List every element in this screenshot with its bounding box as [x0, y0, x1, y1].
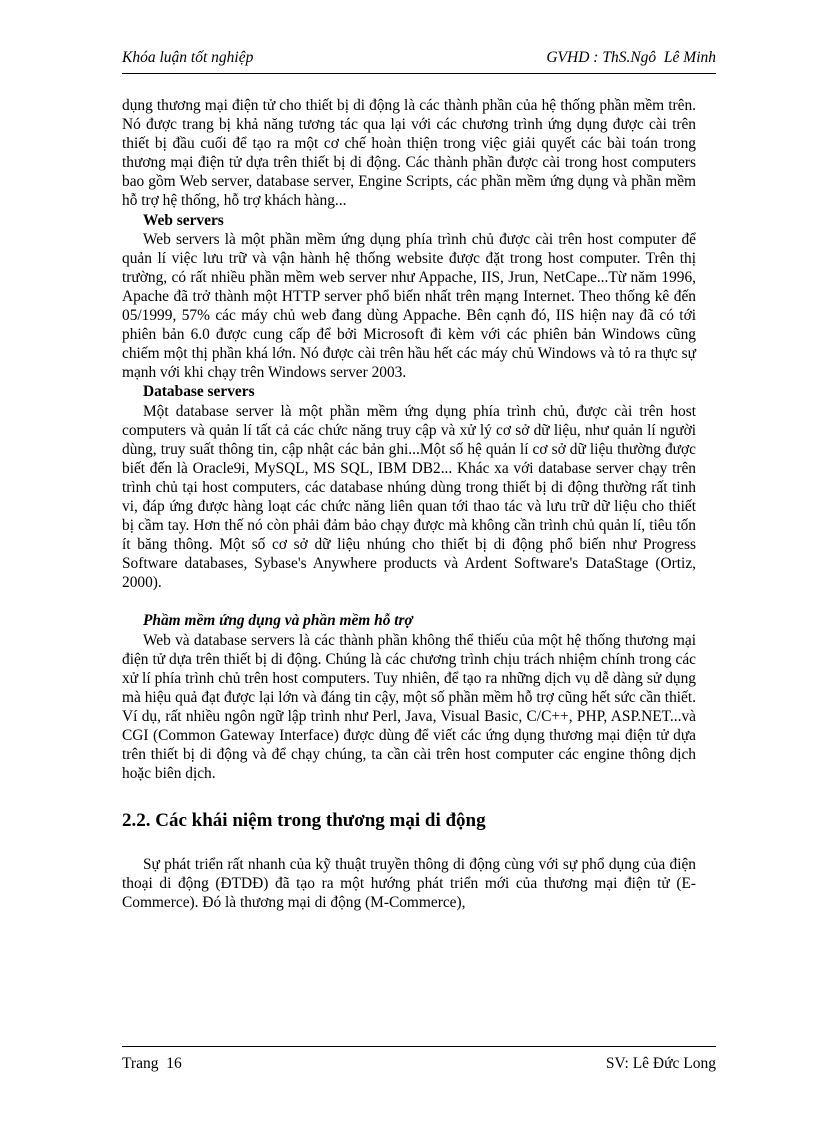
section-title: 2.2. Các khái niệm trong thương mại di động: [122, 810, 486, 832]
footer-divider: [122, 1046, 716, 1047]
header-thesis-title: Khóa luận tốt nghiệp: [122, 49, 254, 66]
web-servers-heading: Web servers: [143, 211, 224, 229]
software-paragraph: Web và database servers là các thành phần không thể thiếu của một hệ thống thương mại điện tử dựa trên thiết bị di động. Chúng là các chương trình chịu trách nhiệm chính trong các xử lí phía trình chủ trên host computers. Tuy nhiên, để tạo ra những dịch vụ dễ dàng sử dụng mà hiệu quả đạt được lại lớn và đáng tin cậy, một số phần mềm hỗ trợ cũng hết sức cần thiết. Ví dụ, rất nhiều ngôn ngữ lập trình như Perl, Java, Visual Basic, C/C++, PHP, ASP.NET...và CGI (Common Gateway Interface) được dùng để viết các ứng dụng thương mại điện tử dựa trên thiết bị di động và để chạy chúng, ta cần cài trên host computer các engine thông dịch hoặc biên dịch.: [122, 631, 696, 783]
document-body: [122, 96, 696, 913]
database-servers-heading: Database servers: [143, 383, 255, 401]
database-servers-paragraph: Một database server là một phần mềm ứng dụng phía trình chủ, được cài trên host computers và quản lí tất cả các chức năng truy cập và xử lý cơ sở dữ liệu, như quản lí người dùng, truy suất thông tin, cập nhật các bản ghi...Một số hệ quản lí cơ sở dữ liệu thường được biết đến là Oracle9i, MySQL, MS SQL, IBM DB2... Khác xa với database server chạy trên trình chủ tại host computers, các database nhúng dùng trong thiết bị di động thường rất tinh vi, đáp ứng được hàng loạt các chức năng liên quan tới thao tác và lưu trữ dữ liệu cho thiết bị cầm tay. Hơn thế nó còn phải đảm bảo chạy được mà không cần trình chủ quản lí, tiêu tốn ít băng thông. Một số cơ sở dữ liệu nhúng cho thiết bị di động phổ biến như Progress Software databases, Sybase's Anywhere products và Ardent Software's DataStage (Ortiz, 2000).: [122, 402, 696, 592]
mcommerce-paragraph: Sự phát triển rất nhanh của kỹ thuật truyền thông di động cùng với sự phổ dụng của điện thoại di động (ĐTDĐ) đã tạo ra một hướng phát triển mới của thương mại điện tử (E-Commerce). Đó là thương mại di động (M-Commerce),: [122, 856, 696, 912]
header-divider: [122, 73, 716, 74]
web-servers-paragraph: Web servers là một phần mềm ứng dụng phía trình chủ được cài trên host computer để quản lí việc lưu trữ và vận hành hệ thống website được đặt trong host computer. Trên thị trường, có rất nhiều phần mềm web server như Appache, IIS, Jrun, NetCape...Từ năm 1996, Apache đã trở thành một HTTP server phổ biến nhất trên mạng Internet. Theo thống kê đến 05/1999, 57% các máy chủ web đang dùng Appache. Bên cạnh đó, IIS hiện nay đã có tới phiên bản 6.0 được cung cấp để bởi Microsoft đi kèm với các phiên bản Windows cũng chiếm một thị phần khá lớn. Nó được cài trên hầu hết các máy chủ Windows và tỏ ra thực sự mạnh với khi chạy trên Windows server 2003.: [122, 230, 696, 382]
footer-student: SV: Lê Đức Long: [605, 1055, 716, 1072]
page-number: Trang 16: [122, 1055, 182, 1072]
header-advisor: GVHD : ThS.Ngô Lê Minh: [546, 49, 716, 66]
software-heading: Phầm mềm ứng dụng và phần mềm hỗ trợ: [143, 612, 413, 630]
intro-paragraph: dụng thương mại điện tử cho thiết bị di động là các thành phần của hệ thống phần mềm trên. Nó được trang bị khả năng tương tác qua lại với các chương trình ứng dụng được cài trên thiết bị đầu cuối để tạo ra một cơ chế hoàn thiện trong việc giải quyết các bài toán trong thương mại điện tử dựa trên thiết bị di động. Các thành phần được cài trong host computers bao gồm Web server, database server, Engine Scripts, các phần mềm ứng dụng và phần mềm hỗ trợ hệ thống, hỗ trợ khách hàng...: [122, 97, 696, 210]
